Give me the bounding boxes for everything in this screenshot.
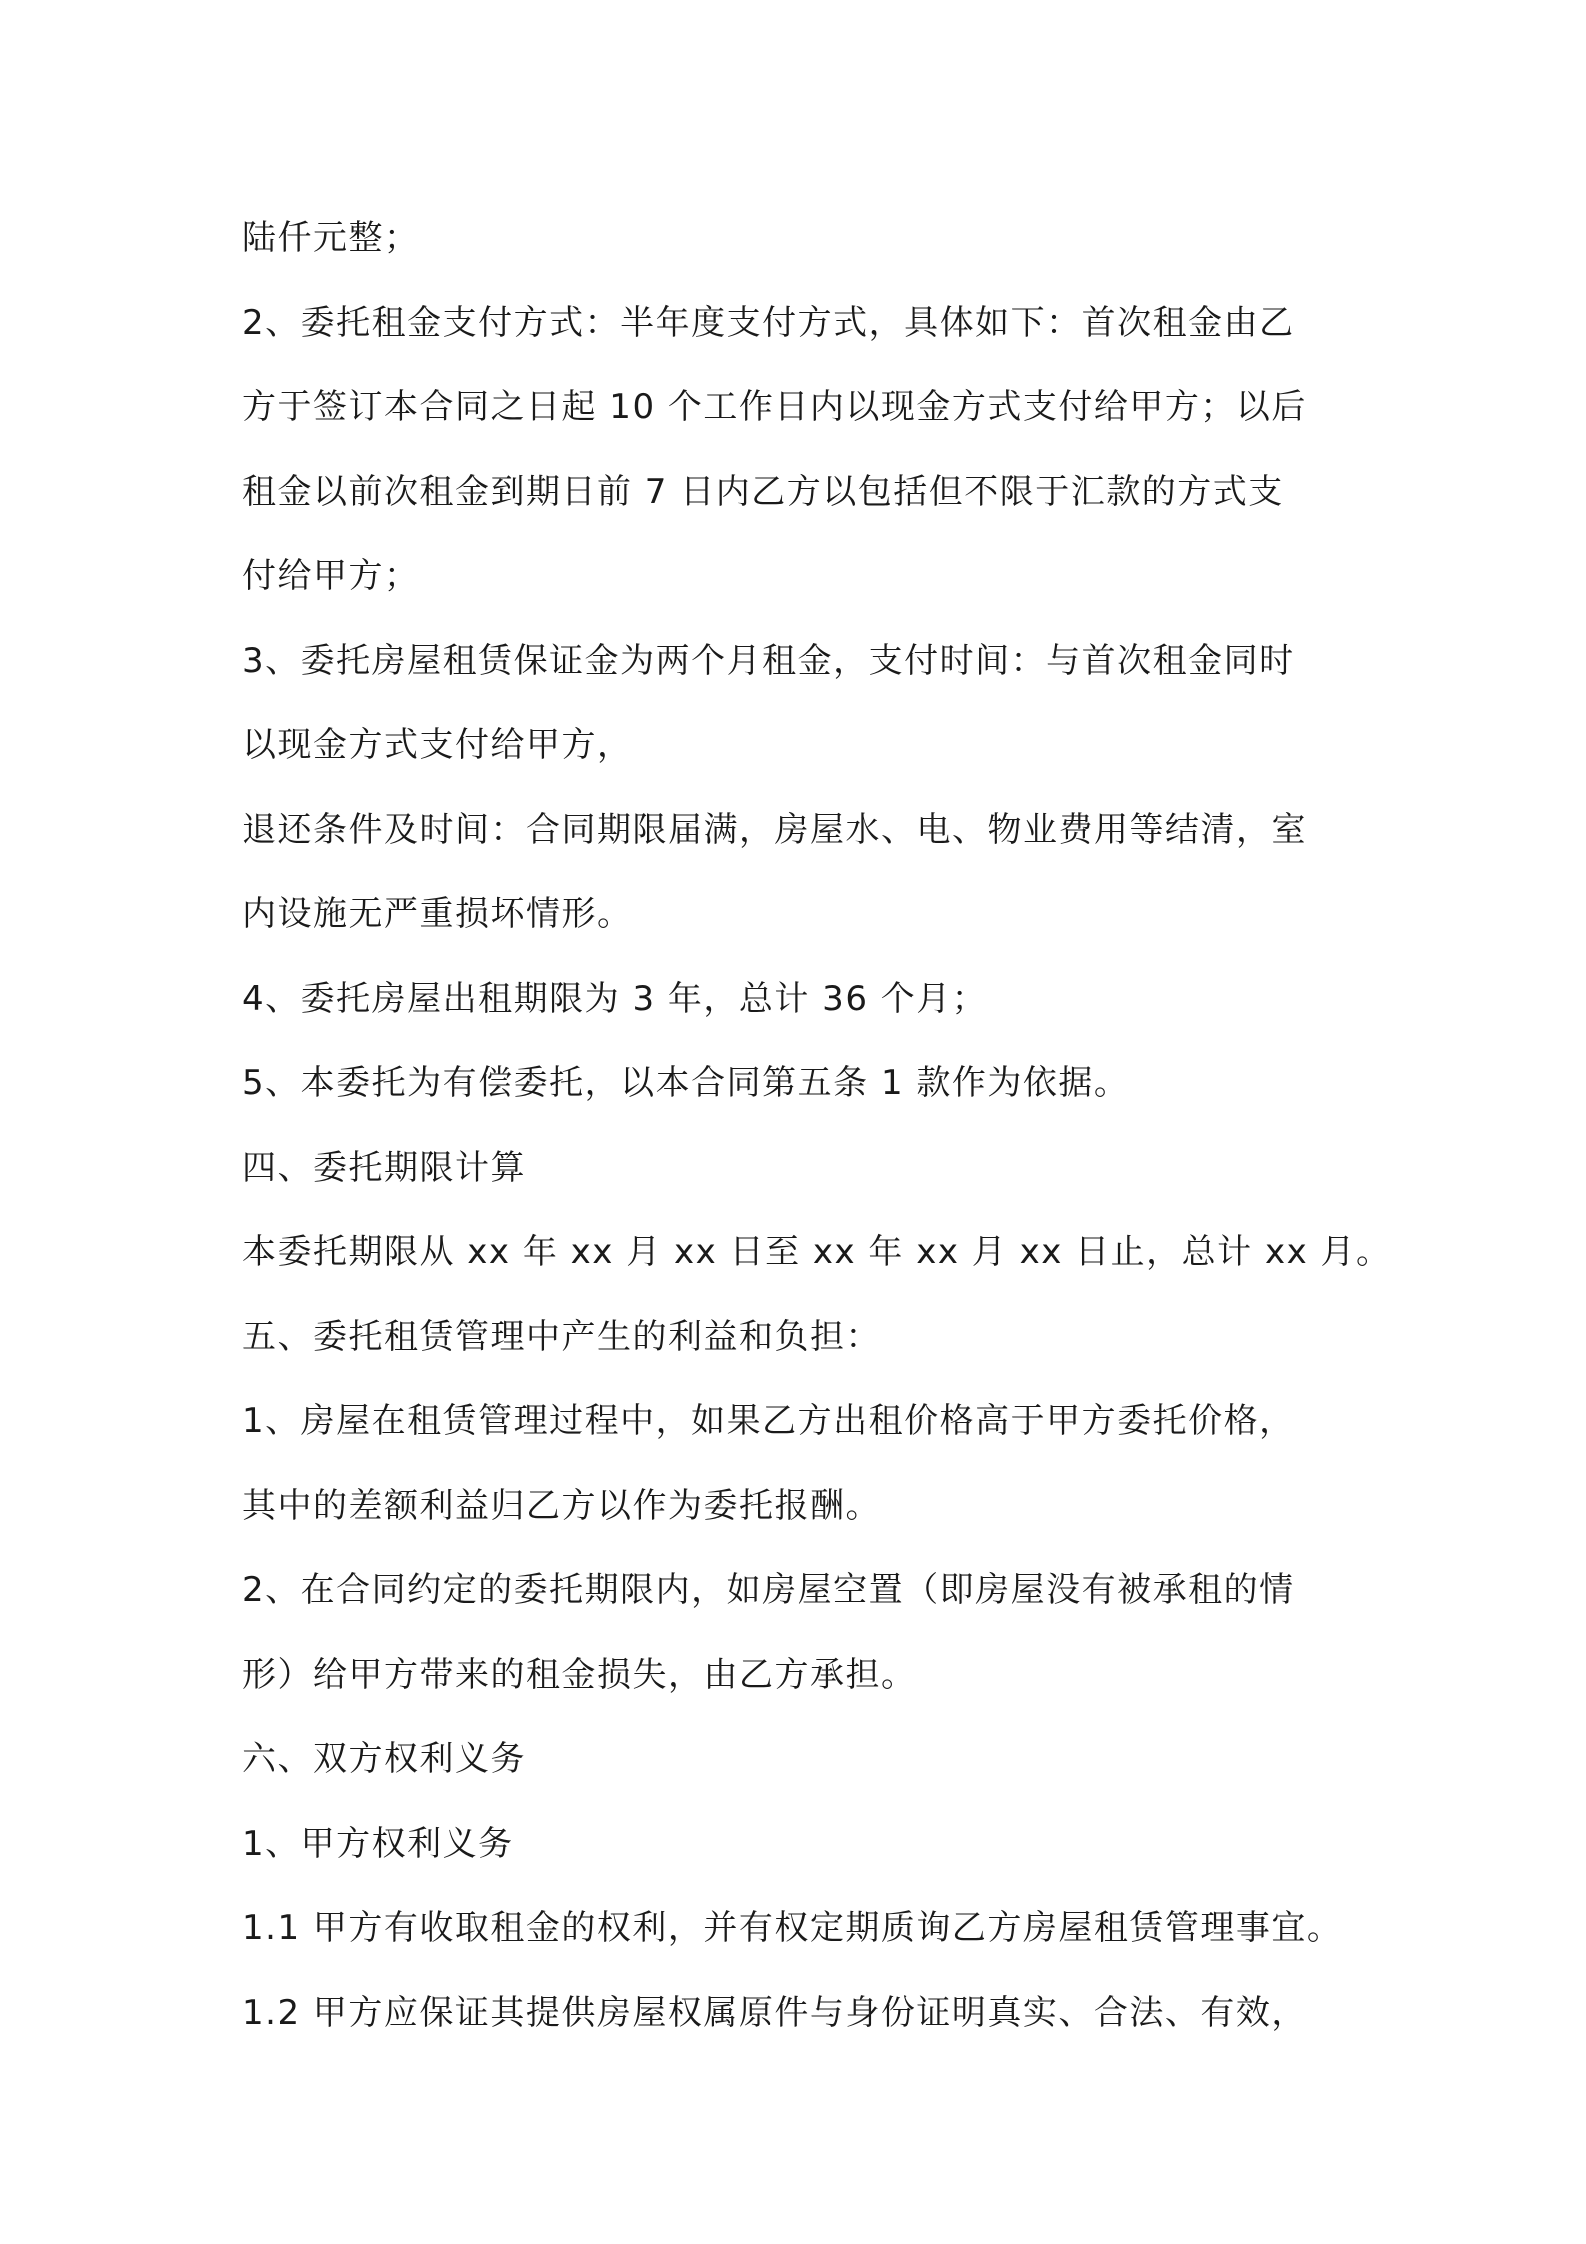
section-heading: 六、双方权利义务 <box>242 1739 526 1779</box>
text-line: 退还条件及时间：合同期限届满，房屋水、电、物业费用等结清，室 <box>242 809 1307 850</box>
subsection-heading: 1、甲方权利义务 <box>242 1823 514 1864</box>
text-line: 形）给甲方带来的租金损失，由乙方承担。 <box>242 1654 917 1695</box>
text-line: 3、委托房屋租赁保证金为两个月租金，支付时间：与首次租金同时 <box>242 640 1295 681</box>
text-line: 其中的差额利益归乙方以作为委托报酬。 <box>242 1485 881 1526</box>
text-line: 1、房屋在租赁管理过程中，如果乙方出租价格高于甲方委托价格， <box>242 1401 1295 1441</box>
section-heading: 五、委托租赁管理中产生的利益和负担： <box>242 1316 881 1357</box>
text-line: 付给甲方； <box>242 556 420 596</box>
text-line: 2、在合同约定的委托期限内，如房屋空置（即房屋没有被承租的情 <box>242 1570 1295 1610</box>
text-line: 以现金方式支付给甲方， <box>242 725 633 765</box>
text-line: 本委托期限从 xx 年 xx 月 xx 日至 xx 年 xx 月 xx 日止，总计 xx 月。 <box>242 1232 1392 1272</box>
document-body <box>242 196 1392 2055</box>
text-line: 2、委托租金支付方式：半年度支付方式，具体如下：首次租金由乙 <box>242 302 1295 343</box>
text-line: 5、本委托为有偿委托，以本合同第五条 1 款作为依据。 <box>242 1063 1130 1103</box>
text-line: 租金以前次租金到期日前 7 日内乙方以包括但不限于汇款的方式支 <box>242 471 1284 512</box>
section-heading: 四、委托期限计算 <box>242 1147 526 1188</box>
text-line: 1.1 甲方有收取租金的权利，并有权定期质询乙方房屋租赁管理事宜。 <box>242 1908 1343 1948</box>
text-line: 内设施无严重损坏情形。 <box>242 894 633 934</box>
text-line: 方于签订本合同之日起 10 个工作日内以现金方式支付给甲方；以后 <box>242 387 1307 427</box>
text-line: 陆仟元整； <box>242 218 420 258</box>
text-line: 4、委托房屋出租期限为 3 年，总计 36 个月； <box>242 978 988 1019</box>
text-line: 1.2 甲方应保证其提供房屋权属原件与身份证明真实、合法、有效， <box>242 1992 1307 2033</box>
